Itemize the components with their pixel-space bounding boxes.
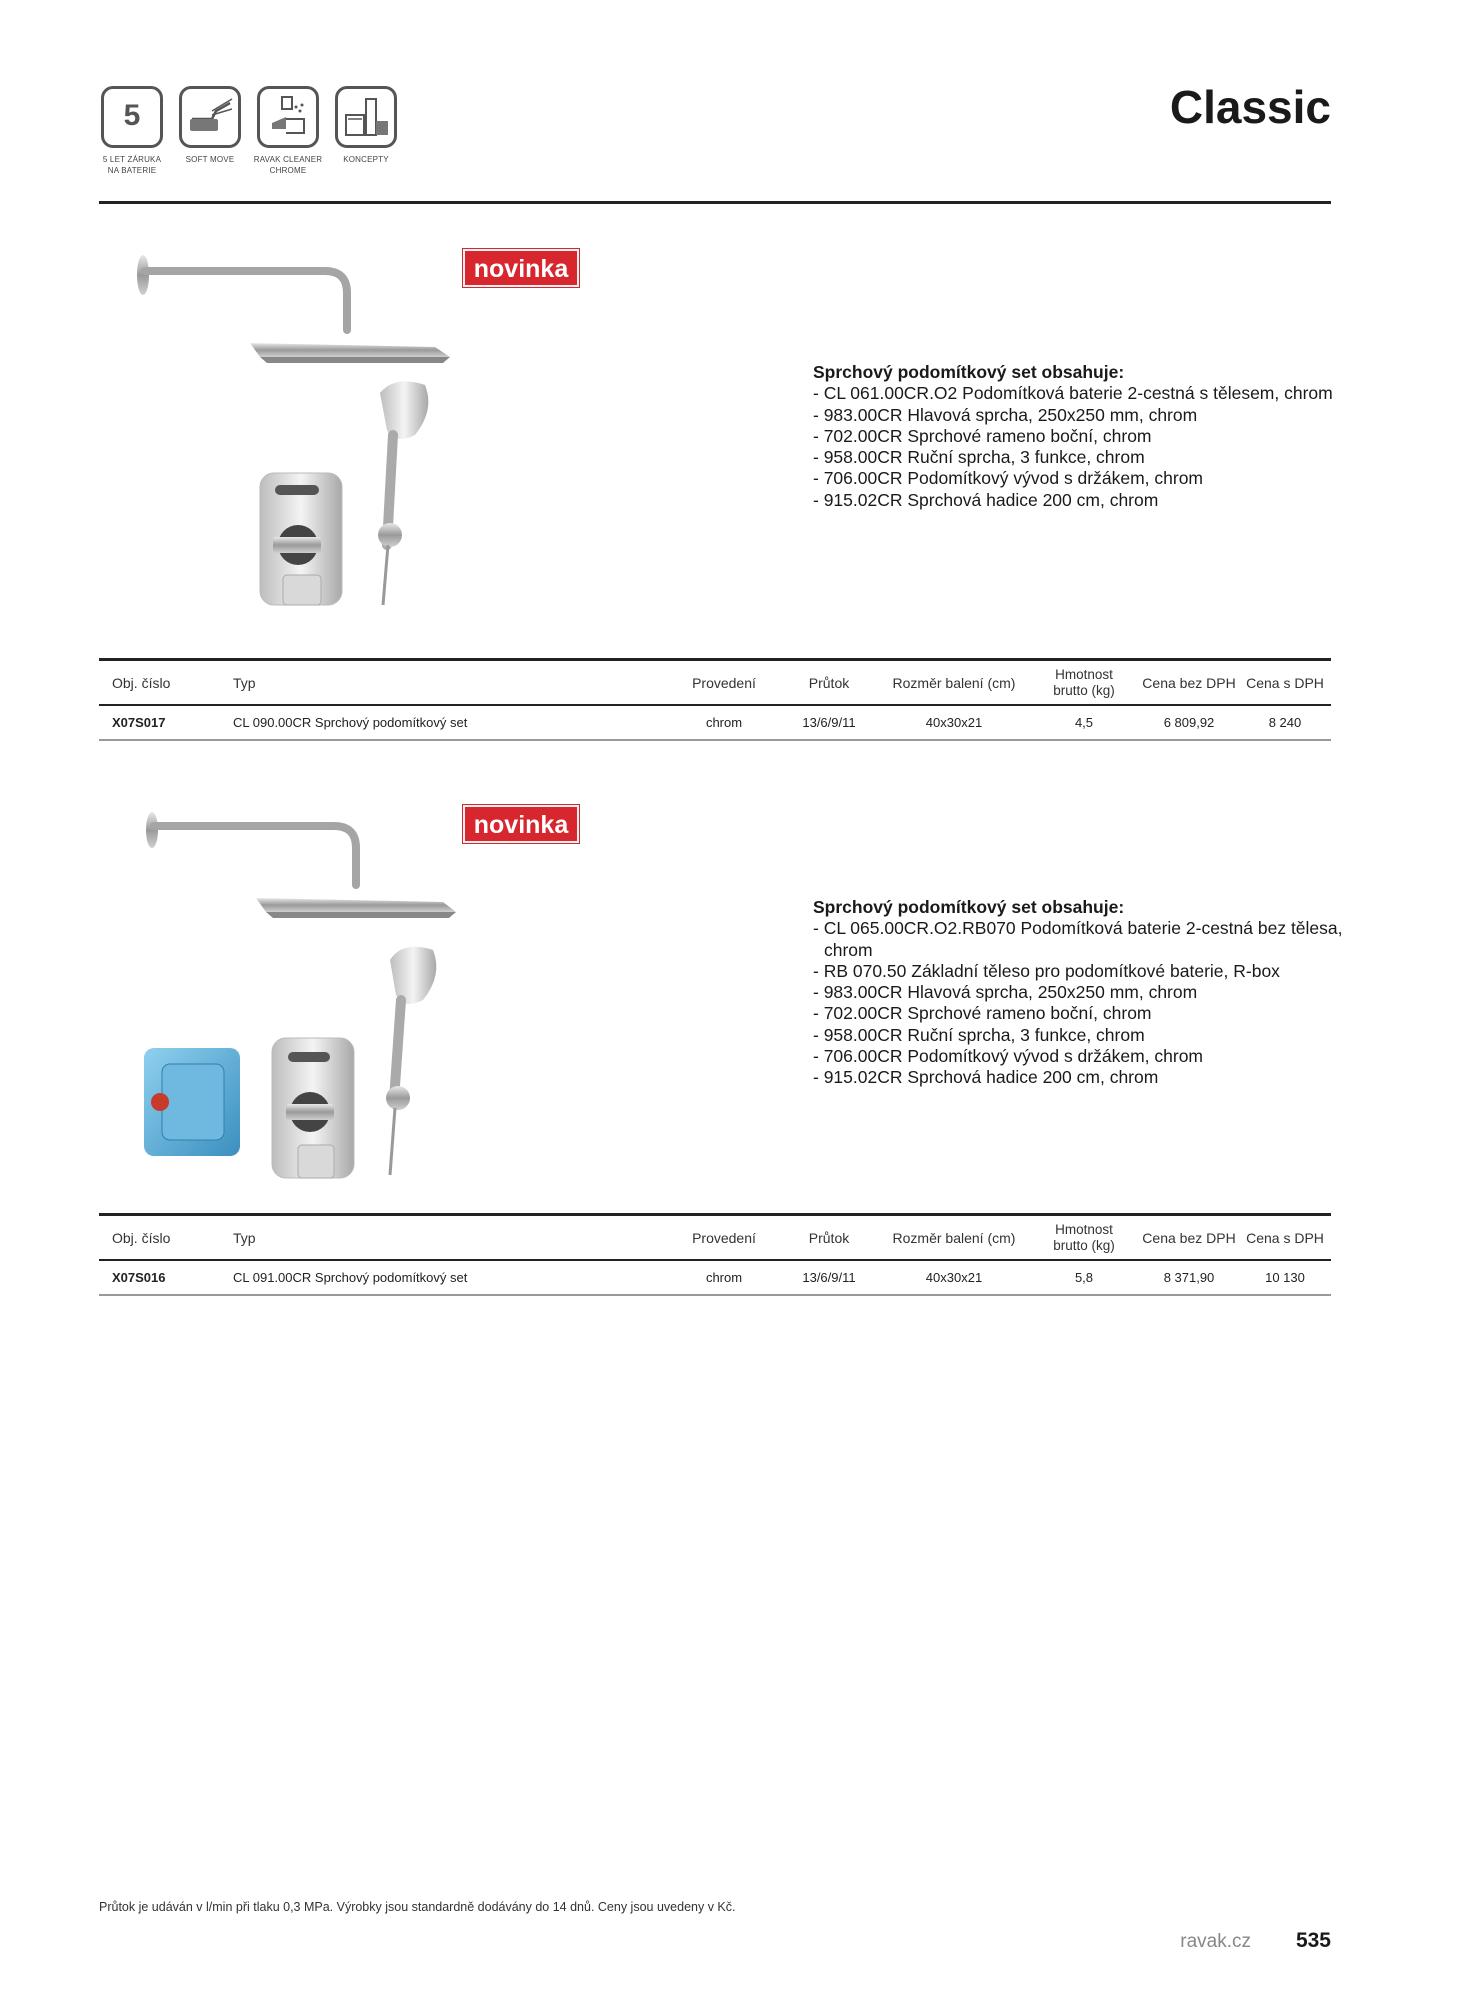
feature-caption: SOFT MOVE (185, 155, 235, 164)
cell-cena-bez-dph: 6 809,92 (1163, 715, 1215, 730)
feature-ravak-cleaner (253, 86, 323, 176)
product-table (99, 658, 1331, 741)
cell-rozmer: 40x30x21 (925, 1270, 983, 1285)
col-provedeni: Provedení (692, 674, 756, 691)
col-rozmer: Rozměr balení (cm) (892, 1229, 1016, 1246)
soft-move-icon (179, 86, 241, 148)
site-link[interactable]: ravak.cz (1180, 1931, 1251, 1952)
cell-provedeni: chrom (705, 1270, 743, 1285)
page-number: 535 (1295, 1929, 1331, 1952)
description-item: - 702.00CR Sprchové rameno boční, chrom (813, 425, 1152, 446)
col-prutok: Průtok (808, 674, 850, 691)
description-title: Sprchový podomítkový set obsahuje: (813, 362, 1125, 382)
col-rozmer: Rozměr balení (cm) (892, 674, 1016, 691)
col-obj-cislo: Obj. číslo (112, 674, 171, 691)
table-header (99, 1216, 1331, 1261)
novinka-badge: novinka (463, 805, 579, 843)
feature-caption: RAVAK CLEANER CHROME (253, 155, 323, 175)
cell-typ: CL 091.00CR Sprchový podomítkový set (233, 1270, 468, 1285)
ravak-cleaner-chrome-icon (257, 86, 319, 148)
header-divider (99, 201, 1331, 204)
koncepty-icon (335, 86, 397, 148)
cell-hmotnost: 5,8 (1074, 1270, 1094, 1285)
novinka-badge: novinka (463, 249, 579, 287)
col-hmotnost: Hmotnost brutto (kg) (1053, 666, 1115, 698)
description-item: - 706.00CR Podomítkový vývod s držákem, chrom (813, 468, 1204, 489)
description-item: - 958.00CR Ruční sprcha, 3 funkce, chrom (813, 1024, 1145, 1045)
cell-hmotnost: 4,5 (1074, 715, 1094, 730)
col-obj-cislo: Obj. číslo (112, 1229, 171, 1246)
col-cena-s-dph: Cena s DPH (1246, 674, 1324, 691)
cell-typ: CL 090.00CR Sprchový podomítkový set (233, 715, 468, 730)
product-image-shower-set-2 (138, 800, 478, 1190)
col-cena-bez-dph: Cena bez DPH (1142, 674, 1236, 691)
cell-cena-s-dph: 10 130 (1265, 1270, 1305, 1285)
description-item: - RB 070.50 Základní těleso pro podomítkové baterie, R-box (813, 960, 1280, 981)
product-description (813, 897, 1353, 1089)
feature-koncepty (331, 86, 401, 165)
cell-obj-cislo: X07S016 (112, 1270, 166, 1285)
col-typ: Typ (233, 674, 256, 691)
description-item: - CL 065.00CR.O2.RB070 Podomítková baterie 2-cestná bez tělesa, chrom (813, 918, 1343, 960)
col-hmotnost: Hmotnost brutto (kg) (1053, 1221, 1115, 1253)
cell-prutok: 13/6/9/11 (802, 1270, 856, 1285)
col-provedeni: Provedení (692, 1229, 756, 1246)
table-row (99, 706, 1331, 741)
description-item: - 983.00CR Hlavová sprcha, 250x250 mm, chrom (813, 404, 1198, 425)
col-cena-s-dph: Cena s DPH (1246, 1229, 1324, 1246)
cell-cena-s-dph: 8 240 (1268, 715, 1302, 730)
product-image-shower-set-1 (125, 245, 465, 635)
description-item: - CL 061.00CR.O2 Podomítková baterie 2-cestná s tělesem, chrom (813, 383, 1333, 404)
description-item: - 702.00CR Sprchové rameno boční, chrom (813, 1003, 1152, 1024)
cell-prutok: 13/6/9/11 (802, 715, 856, 730)
feature-caption: KONCEPTY (343, 155, 389, 164)
col-typ: Typ (233, 1229, 256, 1246)
description-item: - 915.02CR Sprchová hadice 200 cm, chrom (813, 1067, 1159, 1088)
description-item: - 958.00CR Ruční sprcha, 3 funkce, chrom (813, 447, 1145, 468)
cell-obj-cislo: X07S017 (112, 715, 166, 730)
table-row (99, 1261, 1331, 1296)
warranty-5-years-icon: 5 (101, 86, 163, 148)
col-cena-bez-dph: Cena bez DPH (1142, 1229, 1236, 1246)
page-title: Classic (1169, 81, 1331, 133)
table-header (99, 661, 1331, 706)
feature-caption: 5 LET ZÁRUKA NA BATERIE (102, 155, 162, 175)
description-item: - 915.02CR Sprchová hadice 200 cm, chrom (813, 489, 1159, 510)
col-prutok: Průtok (808, 1229, 850, 1246)
description-item: - 983.00CR Hlavová sprcha, 250x250 mm, chrom (813, 982, 1198, 1003)
cell-rozmer: 40x30x21 (925, 715, 983, 730)
product-description (813, 362, 1353, 511)
feature-warranty (97, 86, 167, 176)
footnote: Průtok je udáván v l/min při tlaku 0,3 MPa. Výrobky jsou standardně dodávány do 14 dnů. Ceny jsou uvedeny v Kč. (99, 1900, 736, 1914)
cell-provedeni: chrom (705, 715, 743, 730)
feature-soft-move (175, 86, 245, 165)
product-table (99, 1213, 1331, 1296)
cell-cena-bez-dph: 8 371,90 (1163, 1270, 1215, 1285)
description-item: - 706.00CR Podomítkový vývod s držákem, chrom (813, 1046, 1204, 1067)
description-title: Sprchový podomítkový set obsahuje: (813, 897, 1125, 917)
